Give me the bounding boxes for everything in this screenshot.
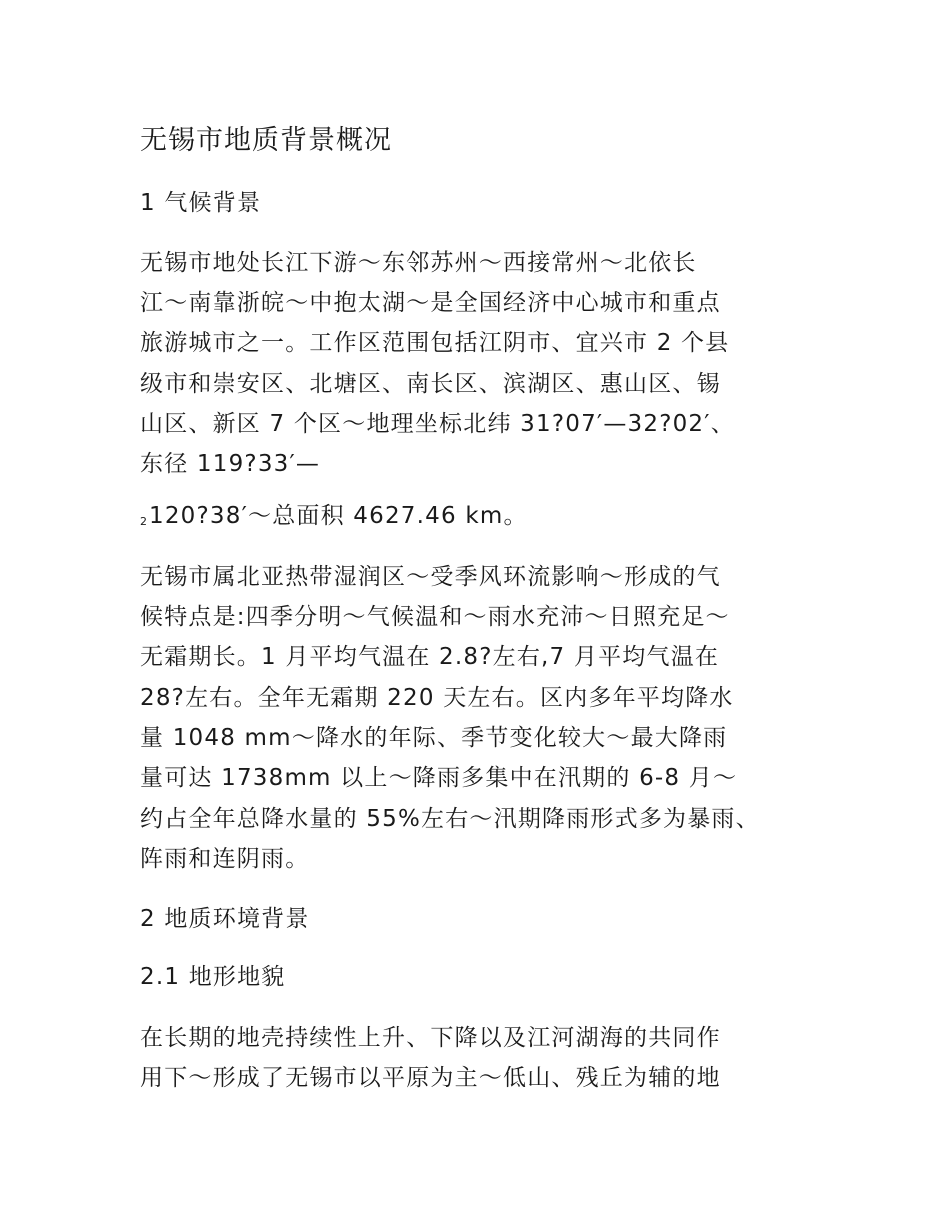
paragraph-line: 江～南靠浙皖～中抱太湖～是全国经济中心城市和重点 <box>140 290 721 316</box>
paragraph-line-text: 120?38′～总面积 4627.46 km。 <box>149 503 528 529</box>
paragraph-line: 无锡市属北亚热带湿润区～受季风环流影响～形成的气 <box>140 564 721 590</box>
paragraph-line: 在长期的地壳持续性上升、下降以及江河湖海的共同作 <box>140 1025 721 1051</box>
paragraph-line: 东径 119?33′— <box>140 451 321 477</box>
paragraph-line: 无锡市地处长江下游～东邻苏州～西接常州～北依长 <box>140 250 697 276</box>
paragraph-line: 阵雨和连阴雨。 <box>140 846 310 872</box>
paragraph-line: 约占全年总降水量的 55%左右～汛期降雨形式多为暴雨、 <box>140 806 760 832</box>
paragraph-line: 候特点是:四季分明～气候温和～雨水充沛～日照充足～ <box>140 604 730 630</box>
paragraph-line: 无霜期长。1 月平均气温在 2.8?左右,7 月平均气温在 <box>140 644 720 670</box>
paragraph-line: 级市和崇安区、北塘区、南长区、滨湖区、惠山区、锡 <box>140 371 721 397</box>
paragraph-line: 28?左右。全年无霜期 220 天左右。区内多年平均降水 <box>140 685 734 711</box>
paragraph-line <box>140 496 528 542</box>
paragraph-line: 用下～形成了无锡市以平原为主～低山、残丘为辅的地 <box>140 1065 721 1091</box>
superscript-marker: 2 <box>140 515 147 528</box>
paragraph-line: 旅游城市之一。工作区范围包括江阴市、宜兴市 2 个县 <box>140 330 730 356</box>
section-heading-geology: 2 地质环境背景 <box>140 906 310 932</box>
section-heading-climate: 1 气候背景 <box>140 190 262 216</box>
paragraph-line: 量 1048 mm～降水的年际、季节变化较大～最大降雨 <box>140 725 728 751</box>
paragraph-line: 山区、新区 7 个区～地理坐标北纬 31?07′—32?02′、 <box>140 411 735 437</box>
paragraph-line: 量可达 1738mm 以上～降雨多集中在汛期的 6-8 月～ <box>140 765 738 791</box>
subsection-heading-landform: 2.1 地形地貌 <box>140 964 286 990</box>
document-title: 无锡市地质背景概况 <box>140 125 392 156</box>
